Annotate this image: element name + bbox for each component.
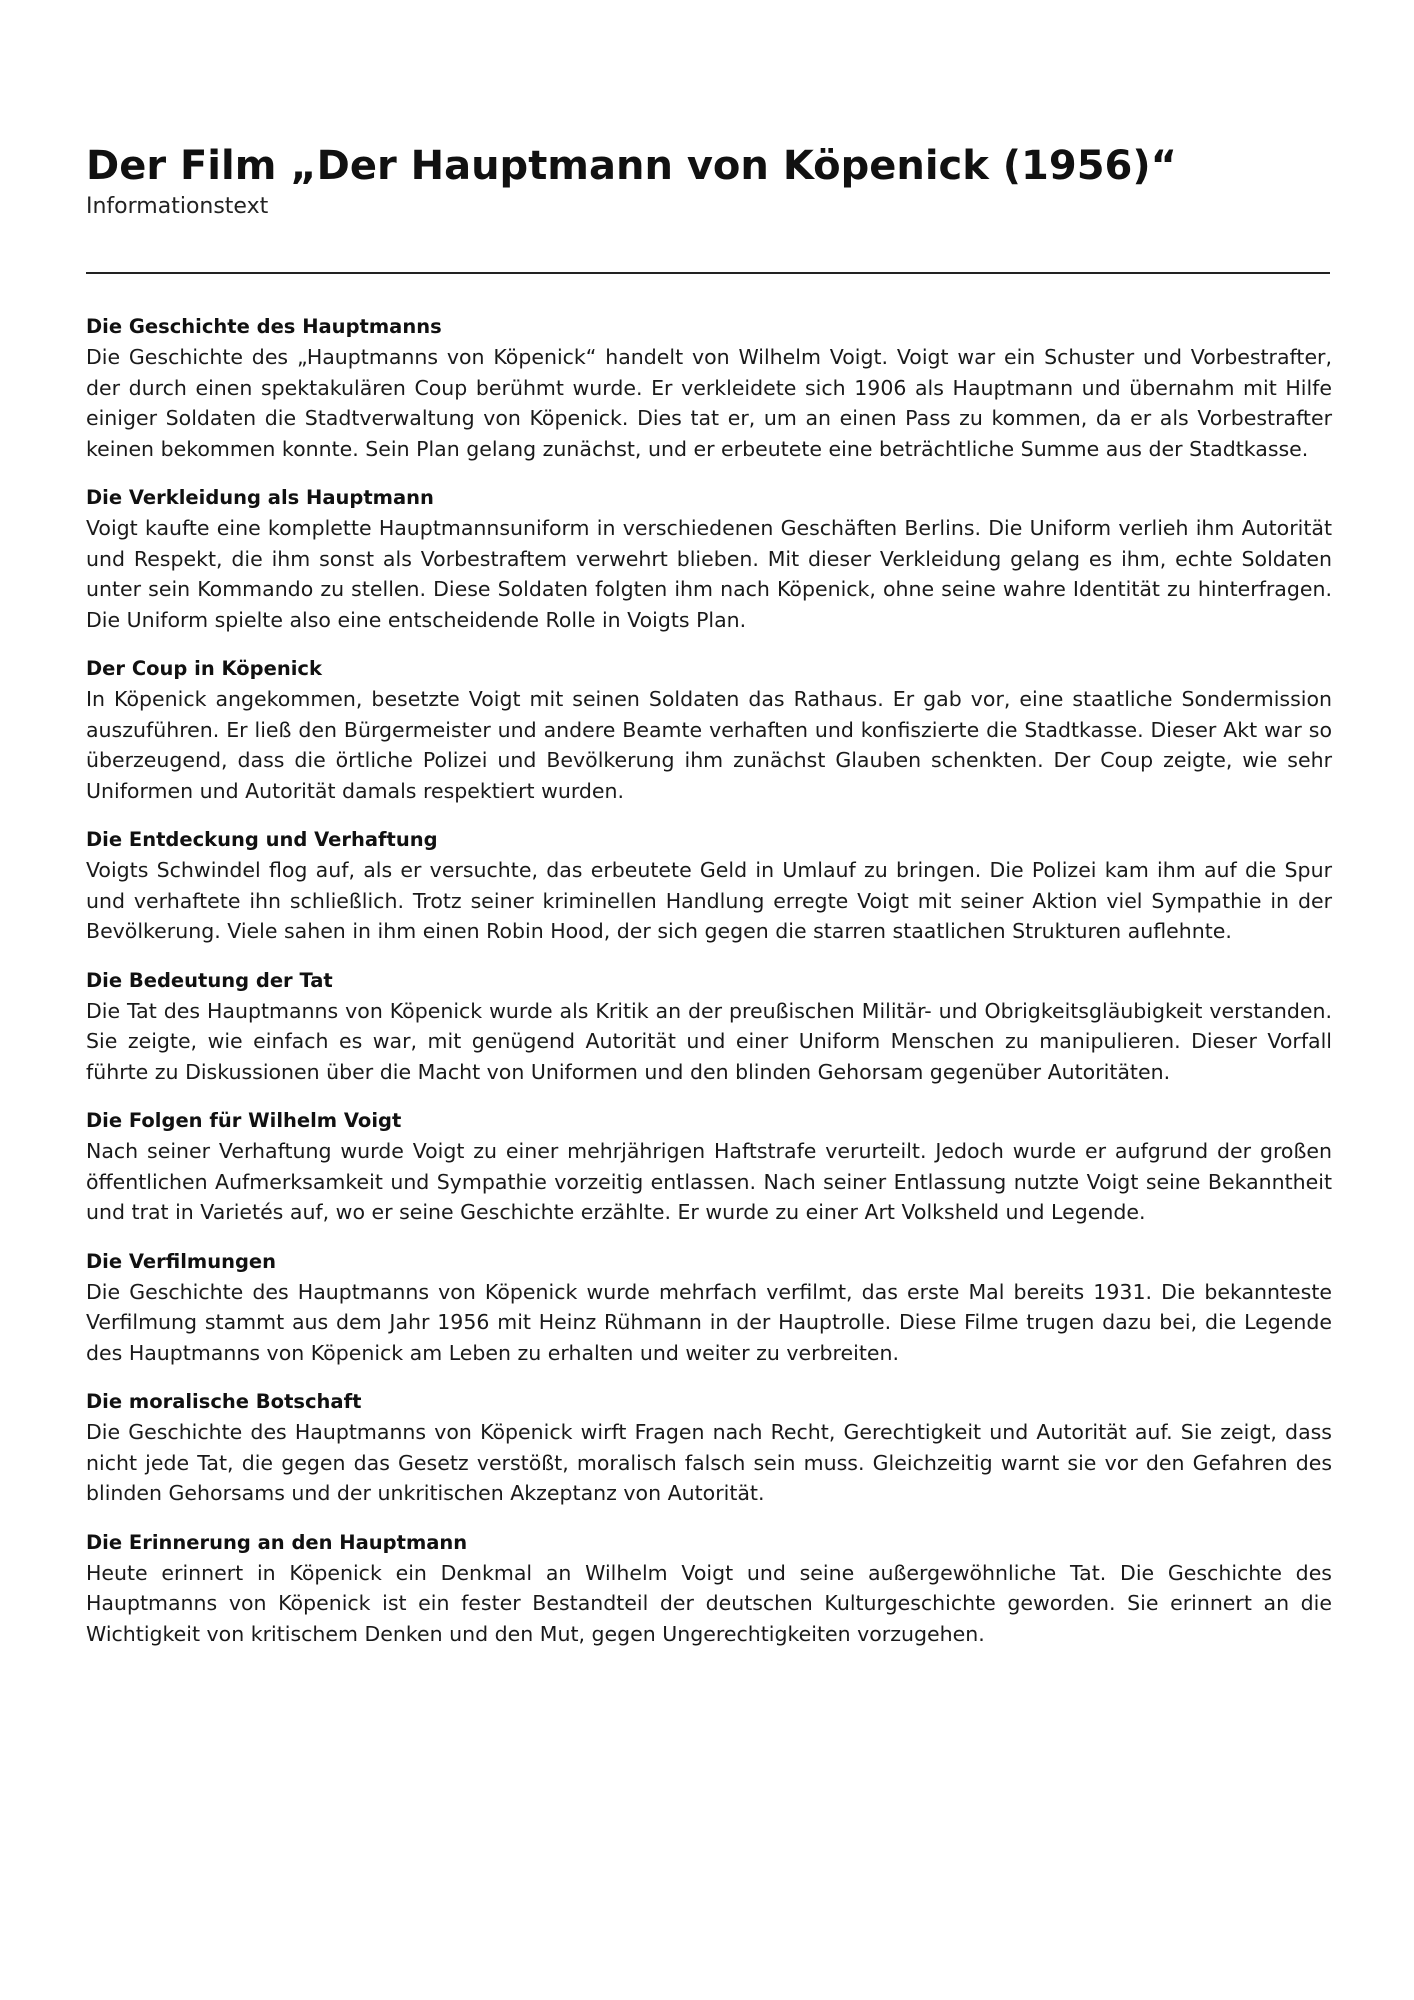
section-coup: [86, 654, 1332, 806]
section-heading: Die Folgen für Wilhelm Voigt: [86, 1109, 402, 1132]
section-text: Die Geschichte des Hauptmanns von Köpenick wurde mehrfach verfilmt, das erste Mal bereits 1931. Die bekannteste Verfilmung stammt aus dem Jahr 1956 mit Heinz Rühmann in der Hauptrolle. Diese Filme trugen dazu bei, die Legende des Hauptmanns von Köpenick am Leben zu erhalten und weiter zu verbreiten.: [86, 1279, 1332, 1365]
section-verkleidung: [86, 483, 1332, 635]
section-heading: Der Coup in Köpenick: [86, 657, 322, 680]
section-heading: Die Erinnerung an den Hauptmann: [86, 1530, 468, 1554]
sections-container: [86, 312, 1332, 1668]
section-text: Die Geschichte des Hauptmanns von Köpenick wirft Fragen nach Recht, Gerechtigkeit und Autorität auf. Sie zeigt, dass nicht jede Tat, die gegen das Gesetz verstößt, moralisch falsch sein muss. Gleichzeitig warnt sie vor den Gefahren des blinden Gehorsams und der unkritischen Akzeptanz von Autorität.: [86, 1420, 1332, 1505]
section-verfilmungen: [86, 1247, 1332, 1369]
section-text: In Köpenick angekommen, besetzte Voigt mit seinen Soldaten das Rathaus. Er gab vor, eine staatliche Sondermission auszuführen. Er ließ den Bürgermeister und andere Beamte verhaften und konfiszierte die Stadtkasse. Dieser Akt war so überzeugend, dass die örtliche Polizei und Bevölkerung ihm zunächst Glauben schenkten. Der Coup zeigte, wie sehr Uniformen und Autorität damals respektiert wurden.: [86, 687, 1332, 803]
section-bedeutung: [86, 966, 1332, 1088]
section-botschaft: [86, 1387, 1332, 1509]
section-heading: Die Bedeutung der Tat: [86, 968, 333, 992]
section-text: Die Tat des Hauptmanns von Köpenick wurde als Kritik an der preußischen Militär- und Obrigkeitsgläubigkeit verstanden. Sie zeigte, wie einfach es war, mit genügend Autorität und einer Uniform Menschen zu manipulieren. Dieser Vorfall führte zu Diskussionen über die Macht von Uniformen und den blinden Gehorsam gegenüber Autoritäten.: [86, 998, 1332, 1084]
section-text: Heute erinnert in Köpenick ein Denkmal an Wilhelm Voigt und seine außergewöhnliche Tat. Die Geschichte des Hauptmanns von Köpenick ist ein fester Bestandteil der deutschen Kulturgeschichte geworden. Sie erinnert an die Wichtigkeit von kritischem Denken und den Mut, gegen Ungerechtigkeiten vorzugehen.: [86, 1560, 1332, 1646]
section-text: Voigts Schwindel flog auf, als er versuchte, das erbeutete Geld in Umlauf zu bringen. Die Polizei kam ihm auf die Spur und verhaftete ihn schließlich. Trotz seiner kriminellen Handlung erregte Voigt mit seiner Aktion viel Sympathie in der Bevölkerung. Viele sahen in ihm einen Robin Hood, der sich gegen die starren staatlichen Strukturen auflehnte.: [86, 858, 1332, 943]
section-erinnerung: [86, 1528, 1332, 1650]
section-text: Die Geschichte des „Hauptmanns von Köpenick“ handelt von Wilhelm Voigt. Voigt war ein Schuster und Vorbestrafter, der durch einen spektakulären Coup berühmt wurde. Er verkleidete sich 1906 als Hauptmann und übernahm mit Hilfe einiger Soldaten die Stadtverwaltung von Köpenick. Dies tat er, um an einen Pass zu kommen, da er als Vorbestrafter keinen bekommen konnte. Sein Plan gelang zunächst, und er erbeutete eine beträchtliche Summe aus der Stadtkasse.: [86, 345, 1332, 461]
section-text: Nach seiner Verhaftung wurde Voigt zu einer mehrjährigen Haftstrafe verurteilt. Jedoch wurde er aufgrund der großen öffentlichen Aufmerksamkeit und Sympathie vorzeitig entlassen. Nach seiner Entlassung nutzte Voigt seine Bekanntheit und trat in Varietés auf, wo er seine Geschichte erzählte. Er wurde zu einer Art Volksheld und Legende.: [86, 1139, 1332, 1224]
section-folgen: [86, 1106, 1332, 1228]
document-title: Der Film „Der Hauptmann von Köpenick (1956)“: [86, 143, 1177, 189]
section-heading: Die Entdeckung und Verhaftung: [86, 828, 438, 851]
section-heading: Die Verfilmungen: [86, 1249, 277, 1273]
document-subtitle: Informationstext: [86, 194, 269, 219]
section-text: Voigt kaufte eine komplette Hauptmannsuniform in verschiedenen Geschäften Berlins. Die Uniform verlieh ihm Autorität und Respekt, die ihm sonst als Vorbestraftem verwehrt blieben. Mit dieser Verkleidung gelang es ihm, echte Soldaten unter sein Kommando zu stellen. Diese Soldaten folgten ihm nach Köpenick, ohne seine wahre Identität zu hinterfragen. Die Uniform spielte also eine entscheidende Rolle in Voigts Plan.: [86, 516, 1332, 632]
section-entdeckung: [86, 825, 1332, 947]
section-heading: Die Verkleidung als Hauptmann: [86, 486, 434, 509]
title-divider: [86, 272, 1330, 274]
section-heading: Die moralische Botschaft: [86, 1390, 362, 1413]
section-geschichte: [86, 312, 1332, 464]
section-heading: Die Geschichte des Hauptmanns: [86, 315, 442, 338]
